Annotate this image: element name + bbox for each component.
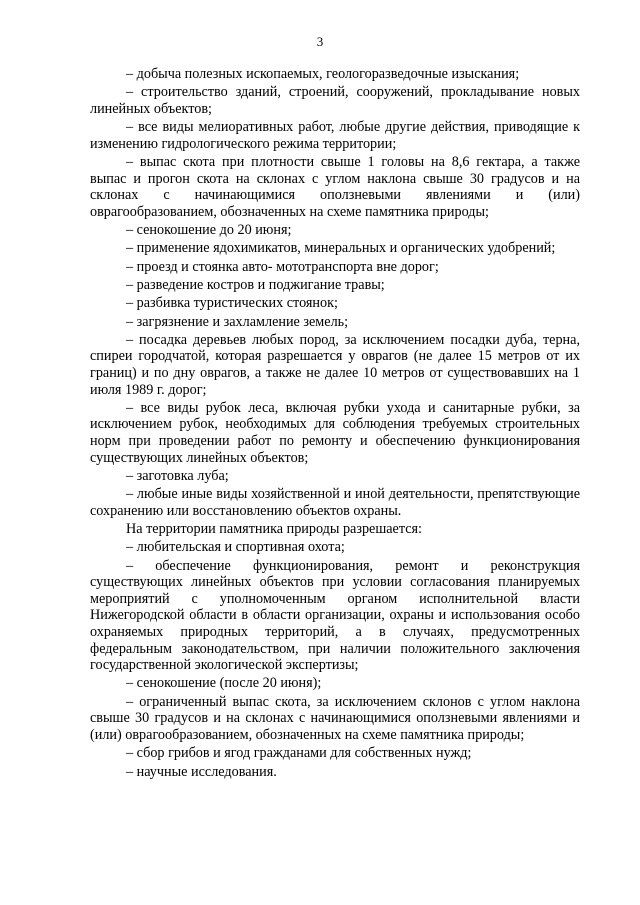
document-body xyxy=(90,66,580,782)
paragraph-mushrooms: – сбор грибов и ягод гражданами для собственных нужд; xyxy=(126,745,472,762)
paragraph-vehicles: – проезд и стоянка авто- мототранспорта вне дорог; xyxy=(126,258,439,275)
paragraph-grazing: – выпас скота при плотности свыше 1 головы на 8,6 гектара, а также выпас и прогон скота на склонах с углом наклона свыше 30 градусов и на склонах с начинающимися оползневыми явлениями и (или) оврагообразованием, обозначенных на схеме памятника природы; xyxy=(90,154,580,220)
paragraph-bast: – заготовка луба; xyxy=(126,467,229,484)
paragraph-construction: – строительство зданий, строений, сооружений, прокладывание новых линейных объектов; xyxy=(90,84,580,117)
paragraph-logging: – все виды рубок леса, включая рубки ухода и санитарные рубки, за исключением рубок, необходимых для соблюдения требуемых строительных норм при проведении работ по ремонту и обеспечению функционирования существующих линейных объектов; xyxy=(90,399,580,466)
paragraph-pollution: – загрязнение и захламление земель; xyxy=(126,313,349,330)
paragraph-haymaking-after: – сенокошение (после 20 июня); xyxy=(126,675,322,692)
paragraph-linear-objects: – обеспечение функционирования, ремонт и реконструкция существующих линейных объектов при условии согласования планируемых мероприятий с уполномоченным органом исполнительной власти Нижегородской области в области организации, охраны и использования особо охраняемых природных территорий, а в случаях, предусмотренных федеральным законодательством, при наличии положительного заключения государственной экологической экспертизы; xyxy=(90,557,580,674)
paragraph-haymaking-before: – сенокошение до 20 июня; xyxy=(126,222,292,239)
paragraph-campsites: – разбивка туристических стоянок; xyxy=(126,295,338,312)
paragraph-chemicals: – применение ядохимикатов, минеральных и органических удобрений; xyxy=(126,240,556,257)
paragraph-research: – научные исследования. xyxy=(126,763,277,780)
paragraph-mining: – добыча полезных ископаемых, геологоразведочные изыскания; xyxy=(126,66,520,82)
paragraph-melioration: – все виды мелиоративных работ, любые другие действия, приводящие к изменению гидрологического режима территории; xyxy=(90,119,580,152)
paragraph-fires: – разведение костров и поджигание травы; xyxy=(126,276,385,293)
paragraph-limited-grazing: – ограниченный выпас скота, за исключением склонов с углом наклона свыше 30 градусов и на склонах с начинающимися оползневыми явлениями и (или) оврагообразованием, обозначенных на схеме памятника природы; xyxy=(90,693,580,743)
paragraph-permitted-heading: На территории памятника природы разрешается: xyxy=(126,521,422,538)
paragraph-other-activity: – любые иные виды хозяйственной и иной деятельности, препятствующие сохранению или восстановлению объектов охраны. xyxy=(90,486,580,519)
page-number: 3 xyxy=(316,34,324,49)
paragraph-hunting: – любительская и спортивная охота; xyxy=(126,539,345,556)
paragraph-tree-planting: – посадка деревьев любых пород, за исключением посадки дуба, терна, спиреи городчатой, которая разрешается у оврагов (не далее 15 метров от их границ) и по дну оврагов, а также не далее 10 метров от существовавших на 1 июля 1989 г. дорог; xyxy=(90,331,580,398)
